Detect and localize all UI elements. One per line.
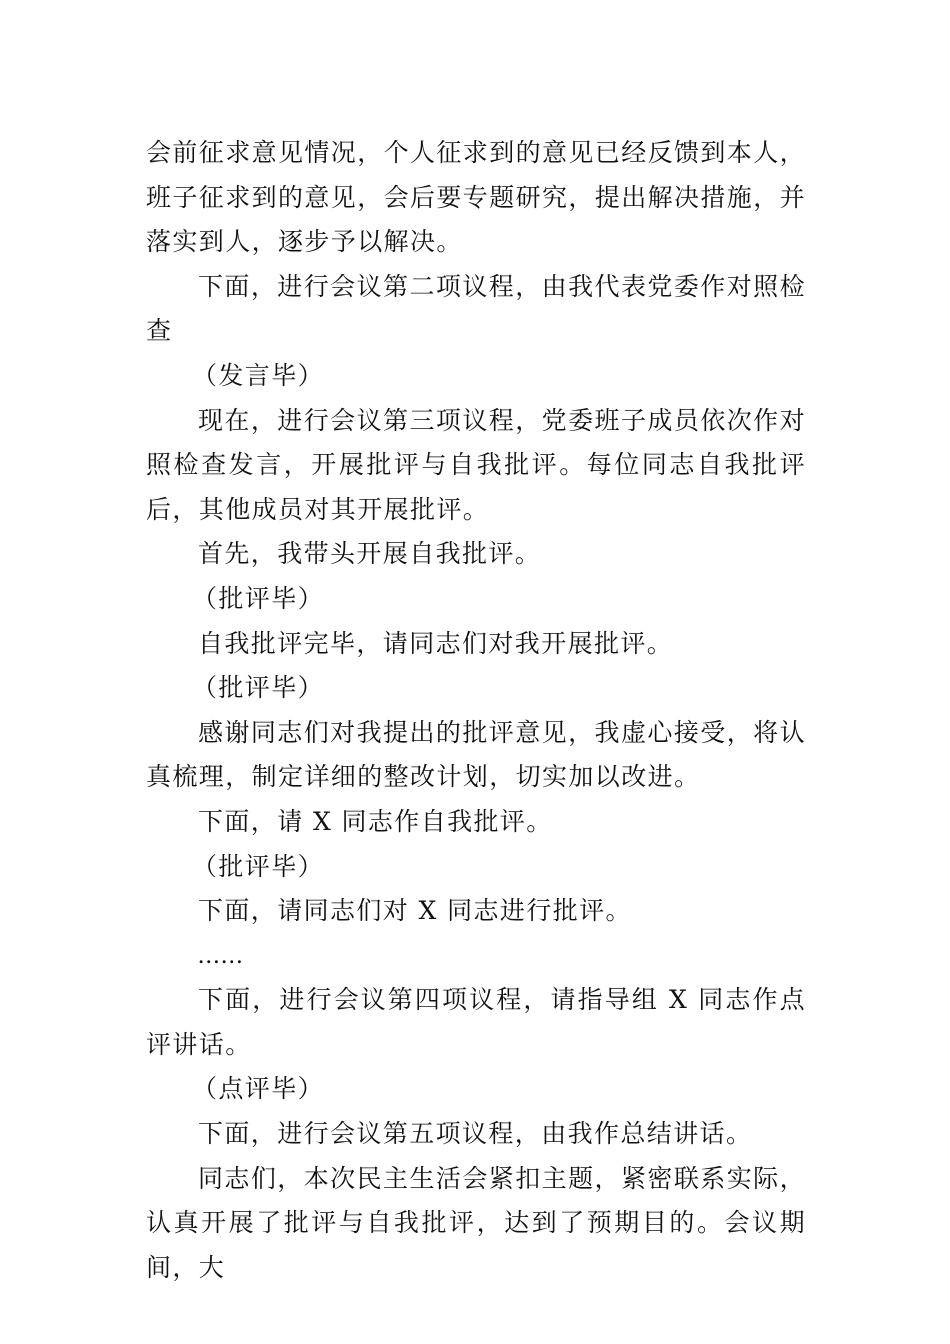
- paragraph-agenda-item-5: 下面，进行会议第五项议程，由我作总结讲话。: [198, 1119, 753, 1149]
- note-criticism-finished: （批评毕）: [192, 851, 325, 881]
- note-criticism-finished: （批评毕）: [192, 583, 325, 613]
- ellipsis-line: ......: [198, 941, 244, 969]
- paragraph-agenda-item-4: 下面，进行会议第四项议程，请指导组 X 同志作点评讲话。: [146, 985, 806, 1059]
- note-criticism-finished: （批评毕）: [192, 673, 325, 703]
- paragraph-opinion-summary: 会前征求意见情况，个人征求到的意见已经反馈到本人，班子征求到的意见，会后要专题研究，提出解决措施，并落实到人，逐步予以解决。: [146, 138, 807, 257]
- paragraph-thanks: 感谢同志们对我提出的批评意见，我虚心接受，将认真梳理，制定详细的整改计划，切实加以改进。: [146, 717, 806, 792]
- paragraph-agenda-item-2: 下面，进行会议第二项议程，由我代表党委作对照检查: [146, 271, 806, 346]
- paragraph-agenda-item-3: 现在，进行会议第三项议程，党委班子成员依次作对照检查发言，开展批评与自我批评。每位同志自我批评后，其他成员对其开展批评。: [146, 405, 806, 524]
- paragraph-self-criticism-start: 首先，我带头开展自我批评。: [198, 539, 542, 569]
- paragraph-criticize-x: 下面，请同志们对 X 同志进行批评。: [198, 896, 632, 926]
- note-comment-finished: （点评毕）: [192, 1074, 325, 1104]
- paragraph-invite-criticism: 自我批评完毕，请同志们对我开展批评。: [198, 628, 674, 658]
- paragraph-closing-remarks: 同志们，本次民主生活会紧扣主题，紧密联系实际，认真开展了批评与自我批评，达到了预期目的。会议期间，大: [146, 1163, 806, 1282]
- paragraph-x-self-criticism: 下面，请 X 同志作自我批评。: [198, 806, 553, 836]
- note-speech-finished: （发言毕）: [192, 360, 325, 390]
- document-body: [146, 131, 806, 1290]
